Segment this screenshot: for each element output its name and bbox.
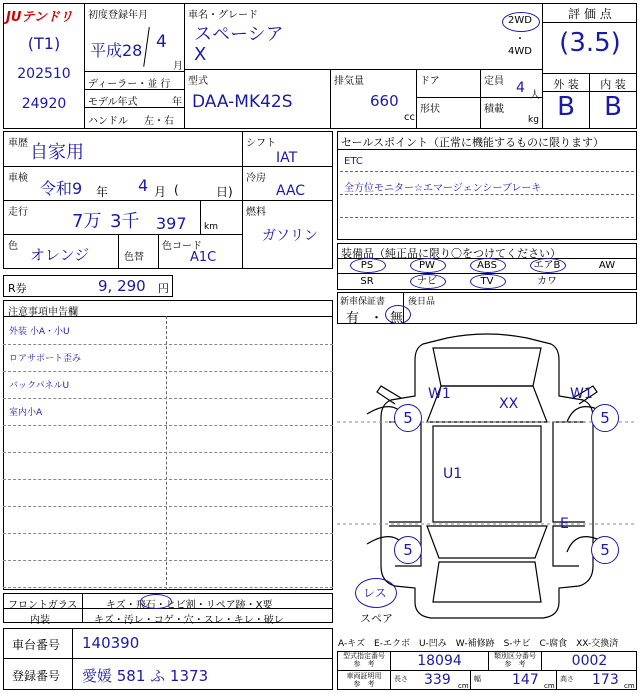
notes-row [3, 372, 333, 399]
equipment-item [457, 274, 517, 289]
notes-line: バックパネルU [9, 381, 70, 391]
sales-line-2: 全方位モニター☆エマージェンシーブレーキ [344, 183, 542, 194]
logo: JUテンドリ [6, 10, 73, 25]
damage-legend: A-キズ E-エクボ U-凹み W-補修跡 S-サビ C-腐食 XX-交換済 [338, 639, 619, 649]
lot-number: 24920 [21, 96, 67, 112]
length-unit: cm [458, 682, 469, 690]
capacity: 4 [516, 80, 525, 96]
spare-mark: レス [363, 586, 387, 600]
equipment-item [577, 258, 637, 273]
tire-front-left: 5 [394, 404, 422, 432]
load-unit: kg [528, 115, 539, 125]
equipment-label: エアB [533, 260, 561, 271]
inspection-label: 車検 [8, 173, 28, 184]
inspection-month: 4 [138, 176, 149, 195]
displacement-label: 排気量 [334, 76, 364, 87]
equipment-item [397, 258, 457, 273]
mark-roof: U1 [443, 466, 463, 482]
displacement-unit: cc [404, 112, 415, 123]
grade: X [194, 44, 207, 65]
mileage-label: 走行 [8, 207, 28, 218]
rating-title: 評 価 点 [568, 7, 612, 21]
rating-score: (3.5) [559, 28, 621, 58]
notes-row [3, 399, 333, 426]
mileage-rest: 397 [156, 214, 187, 233]
equipment-item [457, 258, 517, 273]
height-label: 高さ [560, 675, 574, 683]
registration-value: 愛媛 581 ふ 1373 [82, 667, 209, 685]
registration-label: 登録番号 [12, 669, 61, 683]
length-value: 339 [424, 672, 451, 688]
model-code: DAA-MK42S [192, 92, 293, 112]
mileage-unit: km [204, 222, 218, 232]
equipment-item [337, 258, 397, 273]
capacity-unit: 人 [530, 90, 540, 101]
car-name-label: 車名・グレード [188, 10, 258, 21]
interior-grade: B [604, 92, 622, 122]
model-label: 型式 [188, 76, 208, 87]
fuel-label: 燃料 [246, 207, 266, 218]
car-name: スペーシア [194, 24, 284, 45]
designation-label: 型式指定番号 参 考 [343, 652, 385, 668]
mileage-sen: 3千 [110, 211, 140, 232]
shift-label: シフト [246, 138, 276, 149]
capacity-label: 定員 [484, 76, 504, 87]
history-value: 自家用 [30, 142, 84, 163]
interior-label: 内 装 [600, 78, 626, 91]
equipment-item [397, 274, 457, 289]
warranty-dot: ・ [370, 311, 384, 326]
inspection-era: 令和9 [40, 179, 83, 198]
category-label: 類別区分番号 参 考 [494, 652, 536, 668]
equipment-label: PW [419, 260, 435, 271]
displacement: 660 [370, 92, 399, 110]
first-reg-era: 平成28 [90, 41, 143, 60]
inspection-day-unit: 日) [216, 185, 233, 199]
mark-hood: XX [499, 396, 519, 412]
equipment-row-2 [337, 274, 637, 289]
notes-row [3, 507, 333, 534]
tire-rear-right: 5 [591, 536, 619, 564]
equipment-label: TV [480, 276, 494, 287]
inspection-month-unit: 月 [154, 185, 167, 199]
equipment-circle [470, 258, 506, 273]
equipment-label: SR [360, 276, 374, 287]
first-reg-label: 初度登録年月 [88, 10, 148, 21]
color-label: 色 [8, 241, 18, 252]
height-unit: cm [624, 682, 635, 690]
history-label: 車歴 [8, 138, 28, 149]
mileage-man: 7万 [72, 211, 102, 232]
fuel: ガソリン [262, 228, 318, 244]
tire-front-right: 5 [591, 404, 619, 432]
interior-label: 内装 [30, 615, 50, 626]
color: オレンジ [30, 246, 90, 264]
exterior-grade: B [557, 92, 575, 122]
doors-label: ドア [420, 76, 440, 87]
recycle-box [3, 275, 173, 297]
width-label: 幅 [474, 675, 481, 683]
notes-row [3, 426, 333, 453]
load-label: 積載 [484, 104, 504, 115]
equipment-title: 装備品（純正品に限り〇をつけてください） [341, 247, 561, 260]
color-change-label: 色替 [124, 252, 144, 263]
color-code: A1C [190, 250, 217, 265]
shape-label: 形状 [420, 104, 440, 115]
equipment-circle [530, 258, 566, 273]
spare-label: スペア [360, 612, 393, 625]
color-code-label: 色コード [162, 241, 202, 252]
backup-label: 後日品 [408, 297, 436, 307]
warranty-label: 新車保証書 [340, 297, 386, 307]
equipment-circle [410, 258, 446, 273]
width-value: 147 [512, 672, 539, 688]
first-reg-month: 4 [156, 32, 167, 52]
equipment-row-1 [337, 258, 637, 273]
category-value: 0002 [571, 653, 608, 669]
dealer-label: ディーラー・並 行 [88, 79, 171, 90]
front-glass-options: キズ・飛石・ヒビ割・リペア跡・X要 [106, 600, 273, 611]
model-year-unit: 年 [172, 97, 182, 108]
designation-value: 18094 [417, 653, 462, 669]
recycle-value: 9, 290 [98, 277, 146, 295]
ac-label: 冷房 [246, 173, 266, 184]
recycle-label: R券 [8, 282, 27, 295]
notes-line: 室内小A [9, 408, 43, 418]
equipment-item [517, 274, 577, 289]
cert-label: 車両証明用 参 考 [346, 672, 382, 688]
warranty-no: 無 [390, 311, 404, 326]
exterior-label: 外 装 [553, 78, 579, 91]
equipment-label: AW [598, 260, 616, 271]
handle-label: ハンドル [88, 116, 128, 127]
mark-front-right: W1 [570, 386, 593, 402]
mark-rear: E [560, 516, 569, 532]
notes-row [3, 345, 333, 372]
notes-row [3, 453, 333, 480]
tire-rear-left: 5 [394, 536, 422, 564]
mark-front-left: W1 [428, 386, 451, 402]
inspection-year-unit: 年 [96, 185, 109, 199]
notes-line: 外装 小A・小U [9, 327, 70, 337]
first-reg-month-unit: 月 [173, 61, 183, 72]
notes-row [3, 480, 333, 507]
inspection-day-open: ( [174, 183, 179, 197]
ac: AAC [276, 183, 306, 199]
equipment-label: カワ [537, 276, 557, 287]
model-year-label: モデル年式 [88, 97, 138, 108]
chassis-label: 車台番号 [12, 638, 61, 652]
equipment-label: ABS [477, 260, 497, 271]
drive-2wd: 2WD [508, 15, 532, 26]
equipment-circle [350, 258, 386, 273]
recycle-unit: 円 [158, 282, 169, 295]
interior-options: キズ・汚レ・コゲ・穴・スレ・キレ・破レ [94, 615, 284, 626]
notes-line: ロアサポート歪み [9, 354, 82, 364]
equipment-item [337, 274, 397, 289]
chassis-value: 140390 [82, 634, 140, 652]
equipment-circle [470, 274, 506, 289]
lot-prefix: (T1) [27, 34, 61, 53]
drive-4wd: 4WD [508, 46, 532, 57]
notes-title: 注意事項申告欄 [8, 307, 78, 318]
equipment-circle [410, 274, 446, 289]
equipment-label: PS [360, 260, 374, 271]
sales-line-1: ETC [344, 156, 363, 167]
handle-options: 左・右 [144, 116, 174, 127]
front-glass-label: フロントガラス [8, 600, 78, 611]
equipment-item [517, 258, 577, 273]
equipment-label: ナビ [417, 276, 437, 287]
date-code: 202510 [17, 66, 71, 82]
sales-title: セールスポイント（正常に機能するものに限ります） [341, 136, 605, 149]
drive-dot: ・ [515, 34, 525, 45]
width-unit: cm [544, 682, 555, 690]
shift: IAT [276, 150, 298, 166]
warranty-yes: 有 [346, 311, 360, 326]
height-value: 173 [592, 672, 619, 688]
length-label: 長さ [394, 675, 408, 683]
notes-row [3, 318, 333, 345]
notes-row [3, 561, 333, 588]
notes-row [3, 534, 333, 561]
sales-lines [340, 149, 634, 239]
